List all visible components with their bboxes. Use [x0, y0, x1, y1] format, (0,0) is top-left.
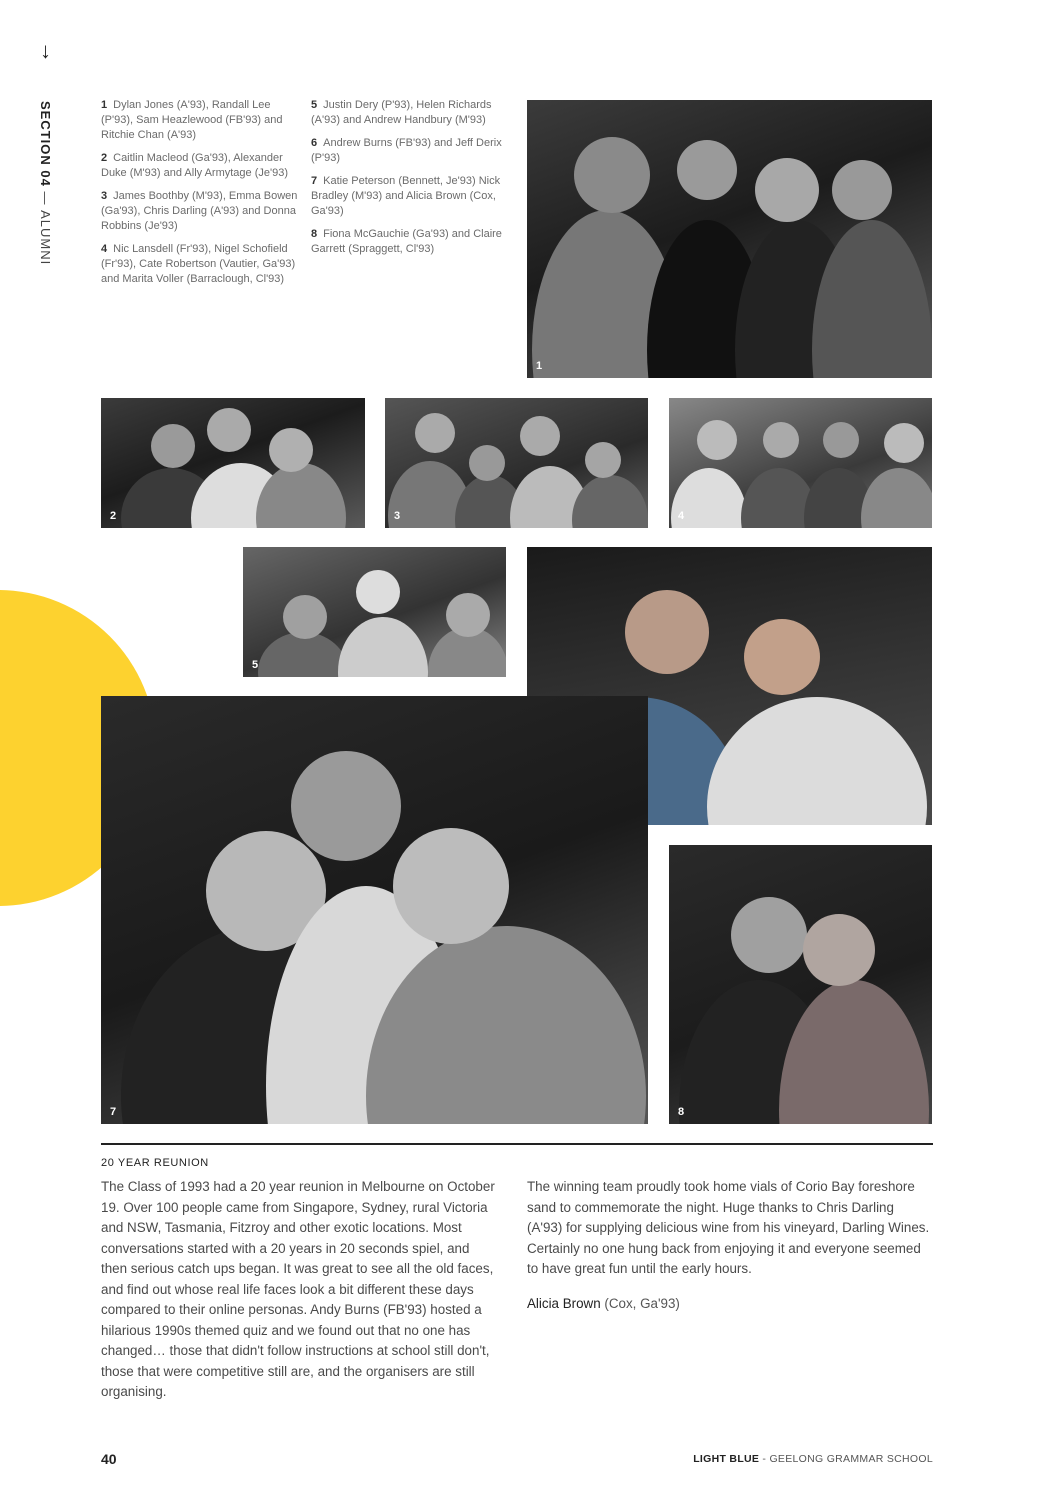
section-separator: — — [38, 191, 53, 206]
photo-7 — [101, 696, 648, 1124]
photo-7-number: 7 — [110, 1106, 117, 1118]
down-arrow-icon: ↓ — [40, 38, 51, 63]
caption-column-right — [311, 98, 511, 265]
photo-4 — [669, 398, 932, 528]
caption-3: 3 James Boothby (M'93), Emma Bowen (Ga'93), Chris Darling (A'93) and Donna Robbins (Je'93) — [101, 190, 298, 232]
school-name: - GEELONG GRAMMAR SCHOOL — [759, 1453, 933, 1465]
photo-5 — [243, 547, 506, 677]
caption-6: 6 Andrew Burns (FB'93) and Jeff Derix (P'93) — [311, 137, 502, 164]
caption-4: 4 Nic Lansdell (Fr'93), Nigel Schofield (Fr'93), Cate Robertson (Vautier, Ga'93) and Marita Voller (Barraclough, Cl'93) — [101, 243, 296, 285]
photo-3-people-illustration — [385, 398, 648, 528]
article-paragraph-1: The Class of 1993 had a 20 year reunion in Melbourne on October 19. Over 100 people came from Singapore, Sydney, rural Victoria and NSW, Tasmania, Fitzroy and other exotic locations. Most conversations started with a 20 years in 20 seconds spiel, and then serious catch ups began. It was great to see all the old faces, and find out whose real life faces look a bit different these days compared to their online personas. Andy Burns (FB'93) hosted a hilarious 1990s themed quiz and we found out that no one has changed… those that didn't follow instructions at school still don't, those that were competitive still are, and the organisers are still organising. — [101, 1179, 495, 1399]
caption-1: 1 Dylan Jones (A'93), Randall Lee (P'93), Sam Heazlewood (FB'93) and Ritchie Chan (A'93) — [101, 99, 283, 141]
photo-7-people-illustration — [101, 696, 648, 1124]
author-house: (Cox, Ga'93) — [600, 1295, 680, 1311]
photo-8-people-illustration — [669, 845, 932, 1124]
caption-2: 2 Caitlin Macleod (Ga'93), Alexander Duke (M'93) and Ally Armytage (Je'93) — [101, 152, 288, 179]
caption-7: 7 Katie Peterson (Bennett, Je'93) Nick Bradley (M'93) and Alicia Brown (Cox, Ga'93) — [311, 175, 501, 217]
section-label: SECTION 04 — [38, 101, 53, 187]
article-byline — [527, 1294, 932, 1315]
caption-column-left — [101, 98, 301, 295]
footer-publication — [693, 1453, 933, 1465]
article-paragraph-2: The winning team proudly took home vials of Corio Bay foreshore sand to commemorate the night. Huge thanks to Chris Darling (A'93) for supplying delicious wine from his vineyard, Darling Wines. Certainly no one hung back from enjoying it and everyone seemed to have great fun until the early hours. — [527, 1179, 930, 1276]
author-name: Alicia Brown — [527, 1295, 601, 1311]
article-divider — [101, 1143, 933, 1145]
photo-8-number: 8 — [678, 1106, 685, 1118]
photo-4-people-illustration — [669, 398, 932, 528]
article-heading: 20 YEAR REUNION — [101, 1157, 209, 1169]
photo-8 — [669, 845, 932, 1124]
photo-2 — [101, 398, 365, 528]
photo-4-number: 4 — [678, 510, 685, 522]
page-number: 40 — [101, 1451, 117, 1467]
photo-5-people-illustration — [243, 547, 506, 677]
article-column-left — [101, 1177, 496, 1417]
photo-5-number: 5 — [252, 659, 259, 671]
caption-5: 5 Justin Dery (P'93), Helen Richards (A'93) and Andrew Handbury (M'93) — [311, 99, 492, 126]
magazine-name: LIGHT BLUE — [693, 1453, 760, 1465]
photo-2-number: 2 — [110, 510, 117, 522]
photo-3 — [385, 398, 648, 528]
photo-1-number: 1 — [536, 360, 543, 372]
photo-3-number: 3 — [394, 510, 401, 522]
photo-1-people-illustration — [527, 100, 932, 378]
photo-2-people-illustration — [101, 398, 365, 528]
section-name: ALUMNI — [38, 210, 53, 266]
article-column-right — [527, 1177, 932, 1328]
caption-8: 8 Fiona McGauchie (Ga'93) and Claire Garrett (Spraggett, Cl'93) — [311, 228, 502, 255]
section-title — [38, 101, 53, 265]
photo-1 — [527, 100, 932, 378]
